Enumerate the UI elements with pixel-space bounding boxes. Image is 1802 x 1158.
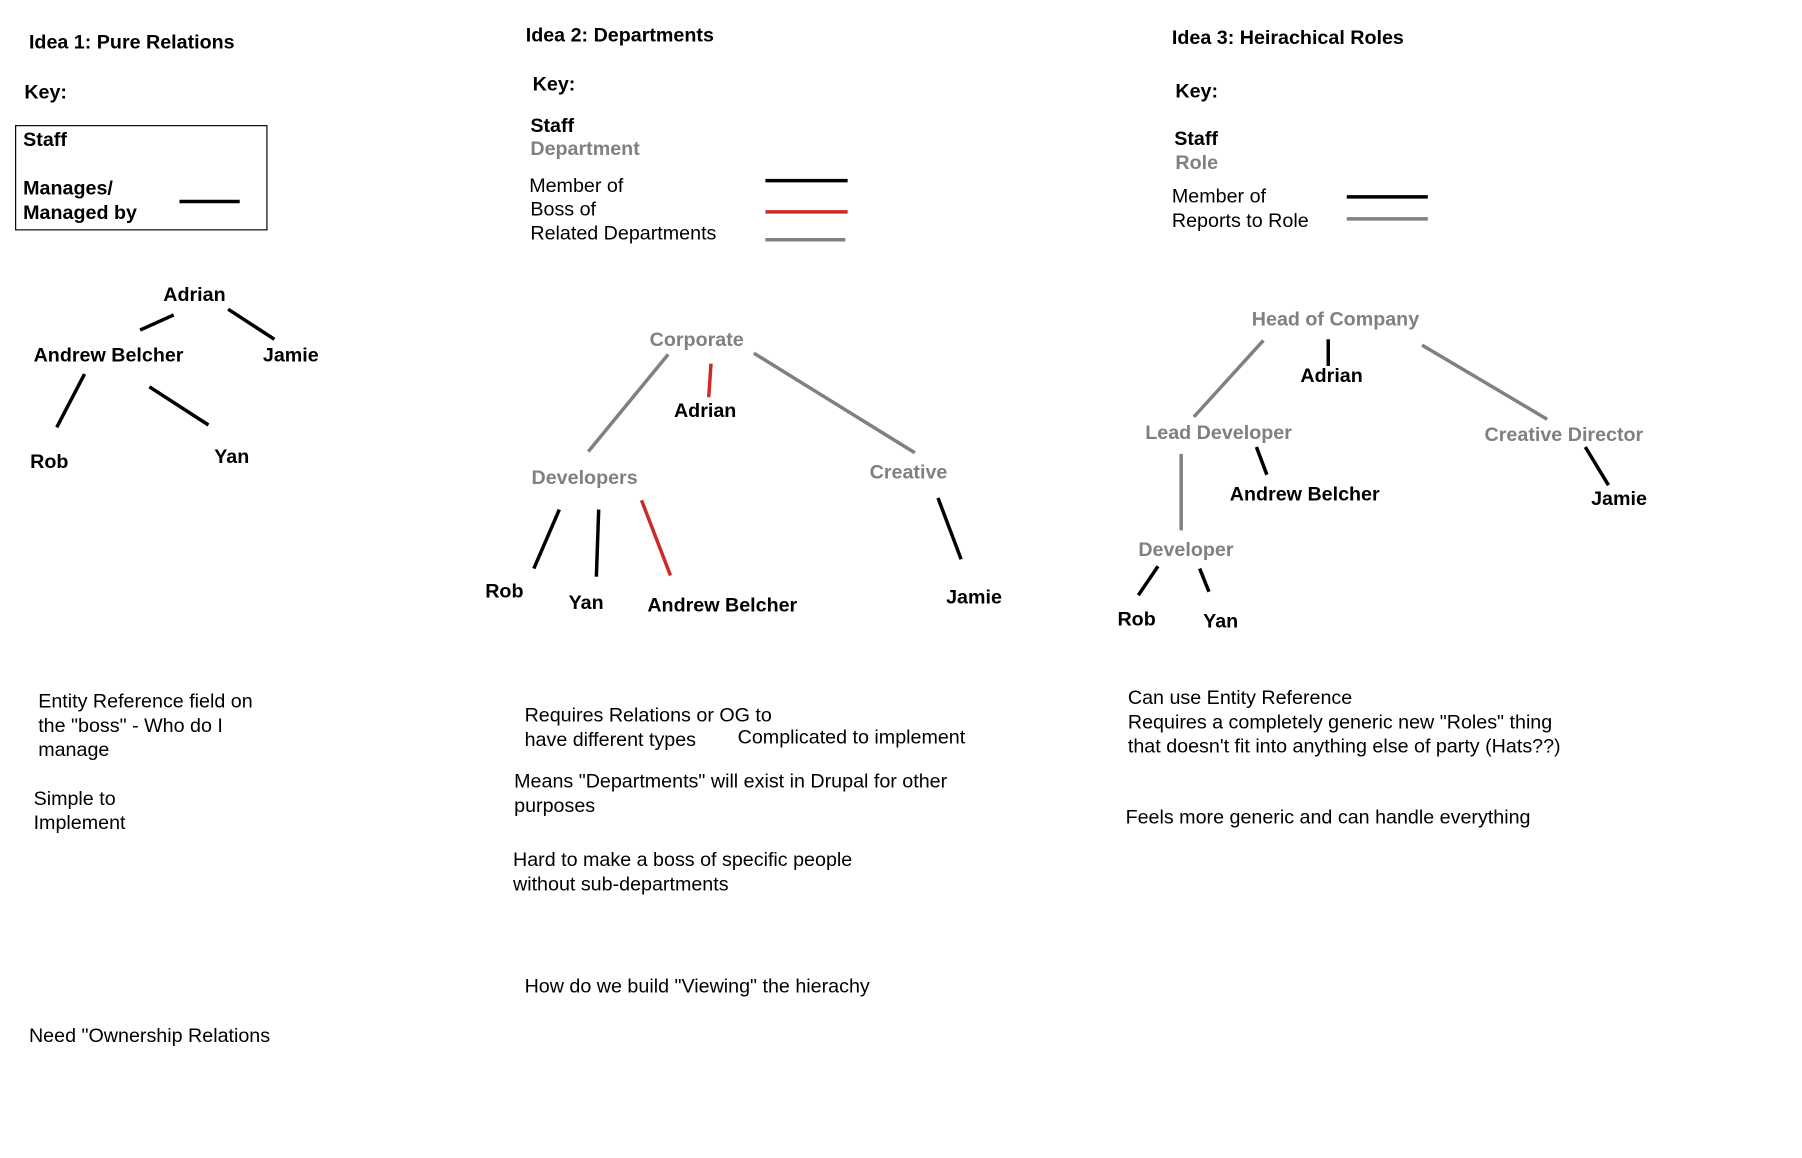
idea1-node-andrew: Andrew Belcher <box>33 343 184 366</box>
idea2-title: Idea 2: Departments <box>525 24 714 47</box>
idea2-node-rob: Rob <box>485 580 524 603</box>
line-creative-jamie <box>938 498 961 559</box>
idea2-node-jamie: Jamie <box>946 585 1002 608</box>
idea1-title: Idea 1: Pure Relations <box>28 31 235 54</box>
idea1-note-simple-1: Simple to <box>33 787 116 810</box>
idea3-note-requires-1: Requires a completely generic new "Roles" thing <box>1127 711 1553 734</box>
line-developers-rob <box>534 510 559 569</box>
line-adrian-andrew <box>140 315 174 330</box>
idea1-node-jamie: Jamie <box>262 343 319 366</box>
idea2-node-andrew: Andrew Belcher <box>647 594 798 617</box>
idea1-node-adrian: Adrian <box>163 283 226 306</box>
idea2-key-staff: Staff <box>530 114 575 137</box>
idea2-key-boss: Boss of <box>530 198 597 221</box>
line-developer-yan <box>1200 569 1209 592</box>
line-corporate-creative <box>754 353 915 453</box>
idea2-note-requires-2: have different types <box>524 728 697 751</box>
idea2-node-adrian: Adrian <box>673 399 737 422</box>
idea3-node-lead: Lead Developer <box>1145 421 1292 444</box>
idea1-note-entity-1: Entity Reference field on <box>38 690 253 713</box>
idea1-note-entity-3: manage <box>38 738 110 761</box>
idea1-note-entity-2: the "boss" - Who do I <box>38 714 223 737</box>
line-developers-yan <box>596 510 598 577</box>
idea2-note-hard-2: without sub-departments <box>512 873 729 896</box>
idea1-key-label: Key: <box>24 81 68 104</box>
idea3-node-yan: Yan <box>1203 610 1239 633</box>
idea3-key-label: Key: <box>1175 79 1219 102</box>
line-corporate-developers <box>588 354 668 451</box>
idea2-note-means-2: purposes <box>514 794 596 817</box>
idea3-node-developer: Developer <box>1138 538 1234 561</box>
idea3-note-requires-2: that doesn't fit into anything else of party (Hats??) <box>1127 735 1561 758</box>
idea2-node-corporate: Corporate <box>649 328 744 351</box>
idea2-key-label: Key: <box>532 72 576 95</box>
line-andrew-rob <box>57 374 85 427</box>
idea2-node-developers: Developers <box>531 466 638 489</box>
line-developers-andrew <box>642 500 671 575</box>
line-andrew-yan <box>149 387 208 425</box>
idea1-key-manages: Manages/ <box>23 177 113 200</box>
idea3-note-can-use: Can use Entity Reference <box>1127 686 1353 709</box>
idea2-key-department: Department <box>530 137 640 160</box>
idea3-node-head: Head of Company <box>1251 308 1420 331</box>
idea2-node-creative: Creative <box>869 460 948 483</box>
idea1-node-yan: Yan <box>214 445 250 468</box>
idea3-key-role: Role <box>1175 151 1219 174</box>
idea3-key-member: Member of <box>1171 185 1266 208</box>
idea2-node-yan: Yan <box>568 591 604 614</box>
line-creative-dir-jamie <box>1585 447 1608 485</box>
idea3-node-andrew: Andrew Belcher <box>1229 482 1380 505</box>
idea3-note-feels: Feels more generic and can handle everything <box>1125 805 1531 828</box>
idea1-note-ownership: Need "Ownership Relations <box>28 1024 271 1047</box>
idea3-node-jamie: Jamie <box>1591 487 1647 510</box>
idea3-key-reports: Reports to Role <box>1171 209 1309 232</box>
idea2-key-related: Related Departments <box>530 222 717 245</box>
idea3-node-rob: Rob <box>1117 607 1156 630</box>
idea1-key-staff: Staff <box>23 128 67 151</box>
line-head-lead <box>1194 340 1263 416</box>
idea2-note-hard-1: Hard to make a boss of specific people <box>512 848 853 871</box>
idea3-node-creative-director: Creative Director <box>1484 423 1644 446</box>
idea2-note-how: How do we build "Viewing" the hierachy <box>524 975 870 998</box>
idea2-note-complicated: Complicated to implement <box>737 726 966 749</box>
idea2-key-member: Member of <box>529 174 624 197</box>
line-lead-andrew <box>1256 447 1266 475</box>
idea2-note-means-1: Means "Departments" will exist in Drupal for other <box>514 770 948 793</box>
line-head-creative-dir <box>1422 345 1547 419</box>
line-adrian-jamie <box>228 309 274 339</box>
idea3-title: Idea 3: Heirachical Roles <box>1171 26 1404 49</box>
idea3-node-adrian: Adrian <box>1300 364 1363 387</box>
idea3-key-staff: Staff <box>1174 127 1218 150</box>
idea1-node-rob: Rob <box>30 450 69 473</box>
line-corporate-adrian <box>709 364 711 398</box>
idea1-note-simple-2: Implement <box>33 811 126 834</box>
line-developer-rob <box>1138 566 1158 595</box>
idea1-key-managed-by: Managed by <box>23 201 137 224</box>
idea2-note-requires-1: Requires Relations or OG to <box>524 704 772 727</box>
